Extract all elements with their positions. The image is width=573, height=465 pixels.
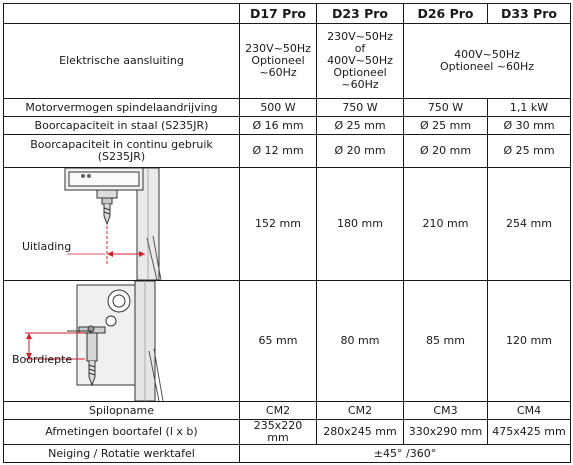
connection-row <box>4 24 571 99</box>
steel-capacity-d26: Ø 25 mm <box>404 117 488 135</box>
connection-d23-line: 400V~50Hz <box>327 54 393 67</box>
spindle-d33: CM4 <box>488 402 571 420</box>
motor-d23: 750 W <box>317 99 404 117</box>
throat-d33: 254 mm <box>488 168 571 281</box>
steel-capacity-d33: Ø 30 mm <box>488 117 571 135</box>
continuous-capacity-label <box>4 135 240 168</box>
throat-d23: 180 mm <box>317 168 404 281</box>
depth-illustration-cell <box>4 281 240 402</box>
table-size-d26: 330x290 mm <box>404 420 488 445</box>
spindle-d26: CM3 <box>404 402 488 420</box>
throat-illustration-cell <box>4 168 240 281</box>
steel-capacity-row <box>4 117 571 135</box>
depth-d23: 80 mm <box>317 281 404 402</box>
motor-d26: 750 W <box>404 99 488 117</box>
connection-d17 <box>240 24 317 99</box>
continuous-capacity-label-line: Boorcapaciteit in continu gebruik <box>30 138 213 151</box>
throat-caption: Uitlading <box>22 240 72 253</box>
spec-table <box>3 3 571 463</box>
spindle-d17: CM2 <box>240 402 317 420</box>
continuous-capacity-d33: Ø 25 mm <box>488 135 571 168</box>
connection-d23-line: ~60Hz <box>341 78 379 91</box>
spindle-d23: CM2 <box>317 402 404 420</box>
connection-d26-d33-line: Optioneel ~60Hz <box>439 60 535 73</box>
model-d17-header: D17 Pro <box>240 4 317 24</box>
motor-row <box>4 99 571 117</box>
connection-d17-line: Optioneel <box>251 54 305 67</box>
connection-d23-line: 230V~50Hz <box>327 30 393 43</box>
connection-label: Elektrische aansluiting <box>4 24 240 99</box>
connection-d17-line: ~60Hz <box>259 66 297 79</box>
table-size-d17: 235x220 mm <box>240 420 317 445</box>
connection-d23 <box>317 24 404 99</box>
drill-throat-illustration <box>7 168 240 280</box>
continuous-capacity-row <box>4 135 571 168</box>
throat-row <box>4 168 571 281</box>
table-size-d33: 475x425 mm <box>488 420 571 445</box>
connection-d17-line: 230V~50Hz <box>245 42 311 55</box>
model-d23-header: D23 Pro <box>317 4 404 24</box>
continuous-capacity-d17: Ø 12 mm <box>240 135 317 168</box>
connection-d26-d33 <box>404 24 571 99</box>
throat-d17: 152 mm <box>240 168 317 281</box>
continuous-capacity-d26: Ø 20 mm <box>404 135 488 168</box>
model-d33-header: D33 Pro <box>488 4 571 24</box>
connection-d26-d33-line: 400V~50Hz <box>454 48 520 61</box>
table-size-d23: 280x245 mm <box>317 420 404 445</box>
motor-d33: 1,1 kW <box>488 99 571 117</box>
spindle-row <box>4 402 571 420</box>
motor-label: Motorvermogen spindelaandrijving <box>4 99 240 117</box>
header-row <box>4 4 571 24</box>
steel-capacity-d23: Ø 25 mm <box>317 117 404 135</box>
table-size-label: Afmetingen boortafel (l x b) <box>4 420 240 445</box>
spindle-label: Spilopname <box>4 402 240 420</box>
depth-d33: 120 mm <box>488 281 571 402</box>
depth-row <box>4 281 571 402</box>
continuous-capacity-label-line: (S235JR) <box>97 150 146 163</box>
depth-d26: 85 mm <box>404 281 488 402</box>
tilt-value: ±45° /360° <box>240 445 571 463</box>
model-d26-header: D26 Pro <box>404 4 488 24</box>
steel-capacity-d17: Ø 16 mm <box>240 117 317 135</box>
depth-d17: 65 mm <box>240 281 317 402</box>
throat-d26: 210 mm <box>404 168 488 281</box>
header-empty-cell <box>4 4 240 24</box>
drill-depth-illustration <box>7 281 240 401</box>
connection-d23-line: Optioneel <box>333 66 387 79</box>
motor-d17: 500 W <box>240 99 317 117</box>
tilt-row <box>4 445 571 463</box>
connection-d23-line: of <box>354 42 366 55</box>
depth-caption: Boordiepte <box>12 353 73 366</box>
continuous-capacity-d23: Ø 20 mm <box>317 135 404 168</box>
steel-capacity-label: Boorcapaciteit in staal (S235JR) <box>4 117 240 135</box>
table-size-row <box>4 420 571 445</box>
tilt-label: Neiging / Rotatie werktafel <box>4 445 240 463</box>
